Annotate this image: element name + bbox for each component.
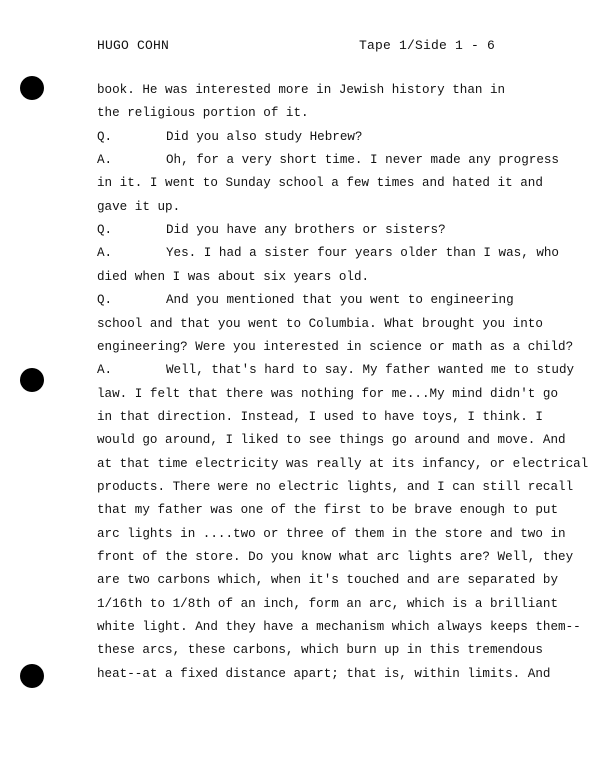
punch-hole-bottom xyxy=(20,664,44,688)
line-text: white light. And they have a mechanism which always keeps them-- xyxy=(97,620,581,635)
line-text: died when I was about six years old. xyxy=(97,269,370,284)
transcript-line xyxy=(97,131,363,144)
line-text: that my father was one of the first to be brave enough to put xyxy=(97,503,559,518)
transcript-line xyxy=(97,107,309,120)
speaker-label: A. xyxy=(97,246,113,261)
transcript-line xyxy=(97,574,558,587)
line-text: Well, that's hard to say. My father wanted me to study xyxy=(166,363,575,378)
interviewee-name: HUGO COHN xyxy=(97,38,170,53)
transcript-line xyxy=(97,247,559,260)
line-text: 1/16th to 1/8th of an inch, form an arc, which is a brilliant xyxy=(97,596,559,611)
transcript-line xyxy=(97,458,588,471)
line-text: engineering? Were you interested in science or math as a child? xyxy=(97,339,574,354)
line-text: law. I felt that there was nothing for me...My mind didn't go xyxy=(97,386,559,401)
transcript-line xyxy=(97,481,573,494)
transcript-line xyxy=(97,271,369,284)
transcript-line xyxy=(97,341,573,354)
transcript-line xyxy=(97,224,446,237)
transcript-line xyxy=(97,154,559,167)
line-text: the religious portion of it. xyxy=(97,106,309,121)
transcript-line xyxy=(97,388,558,401)
tape-side-page: Tape 1/Side 1 - 6 xyxy=(359,38,496,53)
speaker-label: Q. xyxy=(97,129,113,144)
line-text: in it. I went to Sunday school a few times and hated it and xyxy=(97,176,543,191)
transcript-line xyxy=(97,84,505,97)
line-text: these arcs, these carbons, which burn up in this tremendous xyxy=(97,643,543,658)
speaker-label: Q. xyxy=(97,293,113,308)
punch-hole-middle xyxy=(20,368,44,392)
transcript-line xyxy=(97,177,543,190)
transcript-line xyxy=(97,598,558,611)
line-text: book. He was interested more in Jewish history than in xyxy=(97,83,506,97)
transcript-line xyxy=(97,411,543,424)
line-text: are two carbons which, when it's touched and are separated by xyxy=(97,573,559,588)
transcript-line xyxy=(97,551,573,564)
line-text: Oh, for a very short time. I never made any progress xyxy=(166,153,559,168)
speaker-label: A. xyxy=(97,363,113,378)
line-text: front of the store. Do you know what arc lights are? Well, they xyxy=(97,550,574,564)
line-text: And you mentioned that you went to engineering xyxy=(166,293,514,308)
transcript-line xyxy=(97,201,180,214)
punch-hole-top xyxy=(20,76,44,100)
line-text: Yes. I had a sister four years older than I was, who xyxy=(166,246,559,261)
transcript-line xyxy=(97,294,514,307)
transcript-line xyxy=(97,644,543,657)
transcript-line xyxy=(97,528,566,541)
line-text: Did you also study Hebrew? xyxy=(166,129,363,144)
line-text: heat--at a fixed distance apart; that is, within limits. And xyxy=(97,666,551,681)
transcript-line xyxy=(97,621,581,634)
line-text: Did you have any brothers or sisters? xyxy=(166,223,446,238)
speaker-label: Q. xyxy=(97,223,113,238)
line-text: would go around, I liked to see things go around and move. And xyxy=(97,433,566,448)
line-text: gave it up. xyxy=(97,199,181,214)
line-text: at that time electricity was really at its infancy, or electrical xyxy=(97,456,589,471)
speaker-label: A. xyxy=(97,153,113,168)
transcript-line xyxy=(97,318,543,331)
line-text: products. There were no electric lights, and I can still recall xyxy=(97,479,574,494)
transcript-line xyxy=(97,668,550,681)
transcript-line xyxy=(97,504,558,517)
transcript-line xyxy=(97,434,566,447)
transcript-line xyxy=(97,364,574,377)
line-text: school and that you went to Columbia. What brought you into xyxy=(97,316,543,331)
line-text: in that direction. Instead, I used to have toys, I think. I xyxy=(97,409,543,424)
line-text: arc lights in ....two or three of them in the store and two in xyxy=(97,526,566,541)
